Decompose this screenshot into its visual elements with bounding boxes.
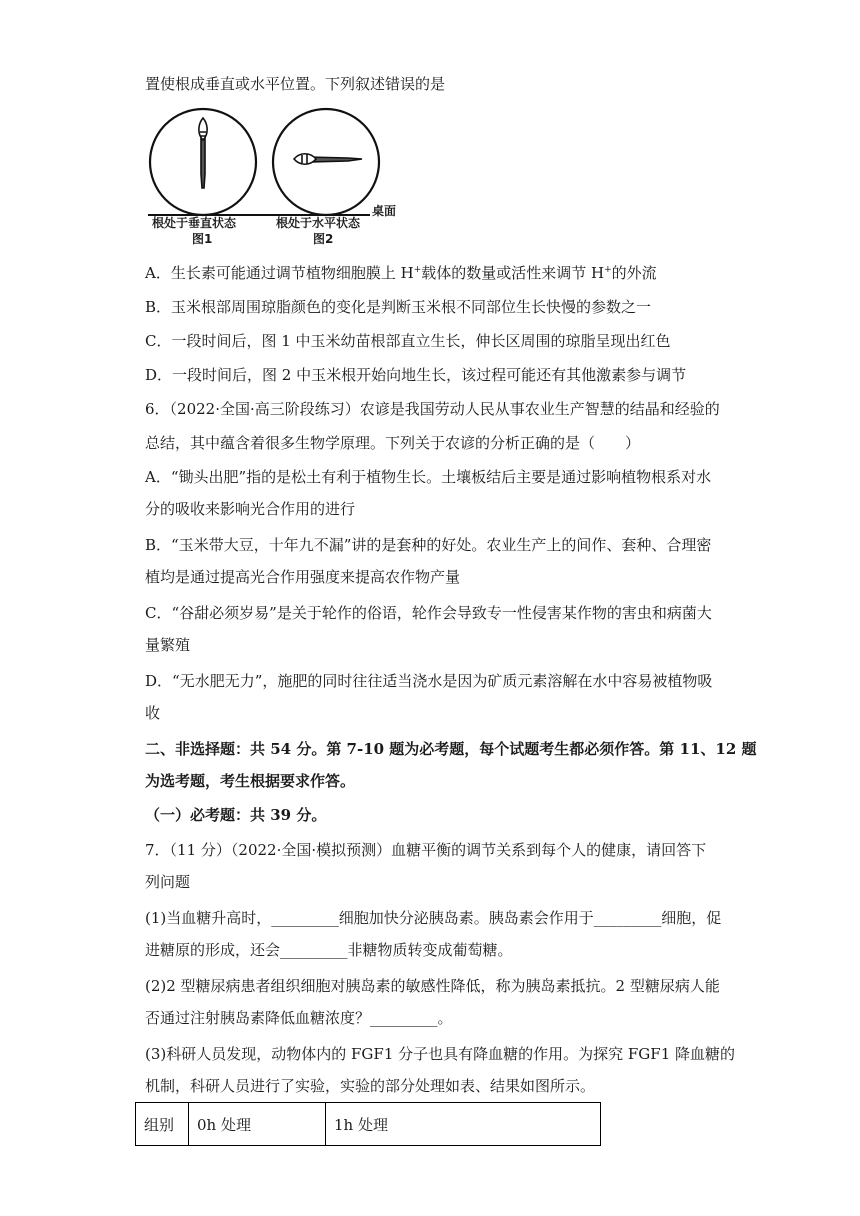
section2-subheading: （一）必考题：共 39 分。 xyxy=(145,806,327,824)
fig1-caption: 根处于垂直状态 xyxy=(152,216,237,230)
section2-line2: 为选考题，考生根据要求作答。 xyxy=(145,772,356,790)
q7-part1-line2: 进糖原的形成，还会_________非糖物质转变成葡萄糖。 xyxy=(145,941,513,959)
section2-line1: 二、非选择题：共 54 分。第 7-10 题为必考题，每个试题考生都必须作答。第 11、12 题 xyxy=(145,740,757,758)
vertical-seedling xyxy=(199,118,207,188)
q6-stem-line1: 6．（2022·全国·高三阶段练习）农谚是我国劳动人民从事农业生产智慧的结晶和经验的 xyxy=(145,400,720,418)
q6-option-b-line1: B．“玉米带大豆，十年九不漏”讲的是套种的好处。农业生产上的间作、套种、合理密 xyxy=(145,536,712,554)
q7-stem-line2: 列问题 xyxy=(145,873,191,891)
q6-option-d-line1: D．“无水肥无力”，施肥的同时往往适当浇水是因为矿质元素溶解在水中容易被植物吸 xyxy=(145,672,713,690)
fig2-name: 图2 xyxy=(313,232,334,246)
q7-part1-line1: (1)当血糖升高时，_________细胞加快分泌胰岛素。胰岛素会作用于_________细胞，促 xyxy=(145,909,722,927)
q7-part2-line2: 否通过注射胰岛素降低血糖浓度？_________。 xyxy=(145,1009,453,1027)
q6-option-a-line1: A．“锄头出肥”指的是松土有利于植物生长。土壤板结后主要是通过影响植物根系对水 xyxy=(145,468,712,486)
table-header-row xyxy=(136,1103,601,1146)
q5-option-d: D．一段时间后，图 2 中玉米根开始向地生长，该过程可能还有其他激素参与调节 xyxy=(145,366,687,384)
horizontal-seedling xyxy=(294,154,362,165)
q7-part3-line2: 机制，科研人员进行了实验，实验的部分处理如表、结果如图所示。 xyxy=(145,1077,596,1095)
table-header-cell: 0h 处理 xyxy=(189,1103,326,1146)
q6-stem-line2: 总结，其中蕴含着很多生物学原理。下列关于农谚的分析正确的是（ ） xyxy=(145,434,641,452)
q6-option-d-line2: 收 xyxy=(145,704,161,722)
q5-option-c: C．一段时间后，图 1 中玉米幼苗根部直立生长，伸长区周围的琼脂呈现出红色 xyxy=(145,332,671,350)
q5-stem-tail: 置使根成垂直或水平位置。下列叙述错误的是 xyxy=(145,75,446,93)
q5-option-b: B．玉米根部周围琼脂颜色的变化是判断玉米根不同部位生长快慢的参数之一 xyxy=(145,298,652,316)
table-label: 桌面 xyxy=(372,204,397,218)
table-header-cell: 1h 处理 xyxy=(326,1103,601,1146)
figure-svg xyxy=(148,104,408,254)
fig2-caption: 根处于水平状态 xyxy=(276,216,361,230)
q5-option-a: A．生长素可能通过调节植物细胞膜上 H+载体的数量或活性来调节 H+的外流 xyxy=(145,264,657,282)
q6-option-b-line2: 植均是通过提高光合作用强度来提高农作物产量 xyxy=(145,568,461,586)
root-orientation-figure xyxy=(148,104,408,254)
q7-stem-line1: 7．（11 分）（2022·全国·模拟预测）血糖平衡的调节关系到每个人的健康，请回答下 xyxy=(145,841,707,859)
fig1-name: 图1 xyxy=(192,232,213,246)
q7-part3-line1: (3)科研人员发现，动物体内的 FGF1 分子也具有降血糖的作用。为探究 FGF1 降血糖的 xyxy=(145,1045,736,1063)
q6-option-a-line2: 分的吸收来影响光合作用的进行 xyxy=(145,500,356,518)
table-header-cell: 组别 xyxy=(136,1103,189,1146)
q6-option-c-line2: 量繁殖 xyxy=(145,636,191,654)
q6-option-c-line1: C．“谷甜必须岁易”是关于轮作的俗语，轮作会导致专一性侵害某作物的害虫和病菌大 xyxy=(145,604,712,622)
treatment-table xyxy=(135,1102,601,1146)
q7-part2-line1: (2)2 型糖尿病患者组织细胞对胰岛素的敏感性降低，称为胰岛素抵抗。2 型糖尿病人能 xyxy=(145,977,720,995)
